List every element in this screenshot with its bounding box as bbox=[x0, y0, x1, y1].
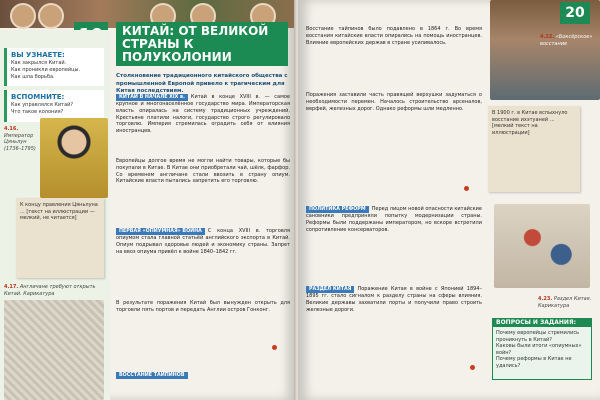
arrow-right-icon bbox=[272, 345, 277, 350]
section-label: РАЗДЕЛ КИТАЯ bbox=[306, 286, 354, 293]
section-label: ПОЛИТИКА РЕФОРМ bbox=[306, 206, 369, 213]
remember-item: Как управлялся Китай? bbox=[11, 102, 74, 108]
note-text: В 1900 г. в Китае вспыхнуло восстание ихэтуаней ... [мелкий текст на иллюстрации] bbox=[492, 110, 568, 136]
page-title: КИТАЙ: ОТ ВЕЛИКОЙ СТРАНЫ К ПОЛУКОЛОНИИ bbox=[116, 22, 288, 66]
paragraph: ПОЛИТИКА РЕФОРМ Перед лицом новой опасности китайские сановники предприняли попытку модернизации страны. Реформы были поддержаны императором, но вскоре встретили сопротивление консерваторов. bbox=[306, 206, 482, 233]
note-card bbox=[488, 106, 580, 192]
caption-text: Раздел Китая. Карикатура bbox=[538, 296, 592, 309]
caption-number: 4.22. bbox=[540, 34, 555, 40]
cartoon-figure bbox=[4, 300, 104, 400]
note-text: К концу правления Цяньлуна ... [текст на иллюстрации — мелкий, не читается] bbox=[20, 202, 98, 221]
emperor-portrait bbox=[40, 118, 108, 198]
portrait-icon bbox=[38, 3, 64, 29]
paragraph: ПЕРВАЯ «ОПИУМНАЯ» ВОЙНА С конца XVIII в. торговля опиумом стала главной статьёй английского экспорта в Китай. Опиум подрывал здоровье людей и экономику страны. Запрет на ввоз опиума привёл к войне 1840–1842 гг. bbox=[116, 228, 290, 255]
question-item: Почему европейцы стремились проникнуть в Китай? bbox=[496, 330, 580, 343]
paragraph bbox=[116, 372, 290, 379]
uprising-caption bbox=[540, 34, 596, 47]
paragraph: КИТАЙ В НАЧАЛЕ XIX в. Китай в конце XVIII в. — самое крупное и многонаселённое государство мира. Императорская власть опиралась на систему традиционных учреждений. Крестьяне платили налоги, государство строго регулировало торговлю. Империя стремилась оградить себя от влияния иностранцев. bbox=[116, 94, 290, 135]
paragraph: Европейцы долгое время не могли найти товары, которые бы покупали в Китае. В Китае они приобретали чай, шёлк, фарфор. Со временем англичане стали ввозить в страну опиум. Китайские власти пытались запретить его торговлю. bbox=[116, 158, 290, 185]
cartoon-caption bbox=[4, 284, 104, 297]
questions-box bbox=[492, 318, 592, 380]
portrait-caption bbox=[4, 126, 42, 152]
caption-number: 4.23. bbox=[538, 296, 553, 302]
remember-item: Что такое колония? bbox=[11, 109, 64, 115]
question-item: Каковы были итоги «опиумных» войн? bbox=[496, 343, 582, 356]
learn-item: Как закрылся Китай. bbox=[11, 60, 67, 66]
arrow-right-icon bbox=[470, 365, 475, 370]
paragraph: РАЗДЕЛ КИТАЯ Поражение Китая в войне с Японией 1894–1895 гг. стало сигналом к разделу страны на сферы влияния. Великие державы захватили порты и получили право строить железные дороги. bbox=[306, 286, 482, 313]
learn-heading: ВЫ УЗНАЕТЕ: bbox=[11, 51, 65, 59]
note-card bbox=[16, 198, 104, 278]
remember-heading: ВСПОМНИТЕ: bbox=[11, 93, 65, 101]
learn-box bbox=[4, 48, 104, 86]
learn-item: Как проникли европейцы. bbox=[11, 67, 81, 73]
partition-cartoon bbox=[494, 204, 590, 288]
caption-number: 4.17. bbox=[4, 284, 19, 290]
caption-text: «Боксёрское» восстание bbox=[540, 34, 593, 47]
caption-text: Император Цяньлун (1736–1795) bbox=[4, 132, 36, 152]
paragraph: Поражения заставили часть правящей верхушки задуматься о необходимости перемен. Началось строительство арсеналов, верфей, железных дорог. Однако реформы шли медленно. bbox=[306, 92, 482, 112]
partition-caption bbox=[538, 296, 596, 309]
paragraph: Восстание тайпинов было подавлено в 1864 г. Во время восстания китайские власти опирались на помощь иностранцев. Влияние европейских держав в стране усиливалось. bbox=[306, 26, 482, 46]
left-page bbox=[0, 0, 296, 400]
corner-page-number: 20 bbox=[560, 2, 590, 24]
portrait-icon bbox=[10, 3, 36, 29]
page-subtitle: Столкновение традиционного китайского общества с промышленной Европой привело к трагическим для Китая последствиям. bbox=[116, 73, 288, 94]
section-label: КИТАЙ В НАЧАЛЕ XIX в. bbox=[116, 94, 188, 101]
section-label: ВОССТАНИЕ ТАЙПИНОВ bbox=[116, 372, 188, 379]
questions-heading: ВОПРОСЫ И ЗАДАНИЯ: bbox=[493, 319, 591, 327]
section-label: ПЕРВАЯ «ОПИУМНАЯ» ВОЙНА bbox=[116, 228, 205, 235]
learn-item: Как шла борьба. bbox=[11, 74, 55, 80]
paragraph: В результате поражения Китай был вынужден открыть для торговли пять портов и передать Англии остров Гонконг. bbox=[116, 300, 290, 313]
caption-number: 4.16. bbox=[4, 126, 19, 132]
arrow-right-icon bbox=[464, 186, 469, 191]
question-item: Почему реформы в Китае не удались? bbox=[496, 356, 572, 369]
caption-text: Англичане требуют открыть Китай. Карикатура bbox=[4, 284, 96, 297]
